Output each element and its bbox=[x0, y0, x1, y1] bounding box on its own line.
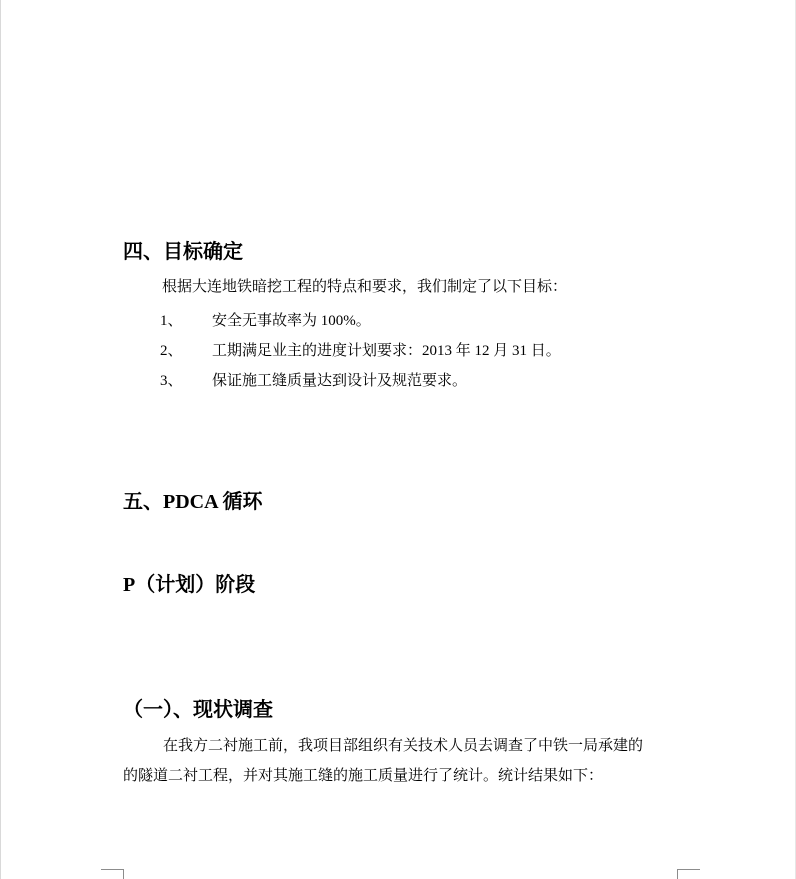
goal-item-1 bbox=[160, 311, 371, 331]
goal-item-3 bbox=[160, 371, 467, 391]
subsection1-body-line1: 在我方二衬施工前，我项目部组织有关技术人员去调查了中铁一局承建的 bbox=[163, 738, 644, 754]
goal-text: 安全无事故率为 100%。 bbox=[212, 313, 371, 329]
crop-mark-bottom-left bbox=[101, 869, 124, 879]
section4-heading: 四、目标确定 bbox=[123, 241, 243, 263]
subsection1-body-line2: 的隧道二衬工程，并对其施工缝的施工质量进行了统计。统计结果如下： bbox=[123, 768, 604, 784]
goal-text: 保证施工缝质量达到设计及规范要求。 bbox=[212, 373, 468, 389]
crop-mark-bottom-right bbox=[677, 869, 700, 879]
goal-number: 1、 bbox=[160, 313, 183, 329]
section4-intro: 根据大连地铁暗挖工程的特点和要求，我们制定了以下目标： bbox=[162, 279, 568, 295]
goal-item-2 bbox=[160, 341, 561, 361]
subsection1-heading: （一）、现状调查 bbox=[123, 699, 273, 721]
goal-number: 3、 bbox=[160, 373, 183, 389]
goal-number: 2、 bbox=[160, 343, 183, 359]
page-left-edge bbox=[0, 0, 1, 879]
section5-heading: 五、PDCA 循环 bbox=[123, 491, 263, 513]
phase-p-heading: P（计划）阶段 bbox=[123, 574, 256, 596]
goal-text: 工期满足业主的进度计划要求：2013 年 12 月 31 日。 bbox=[212, 343, 561, 359]
